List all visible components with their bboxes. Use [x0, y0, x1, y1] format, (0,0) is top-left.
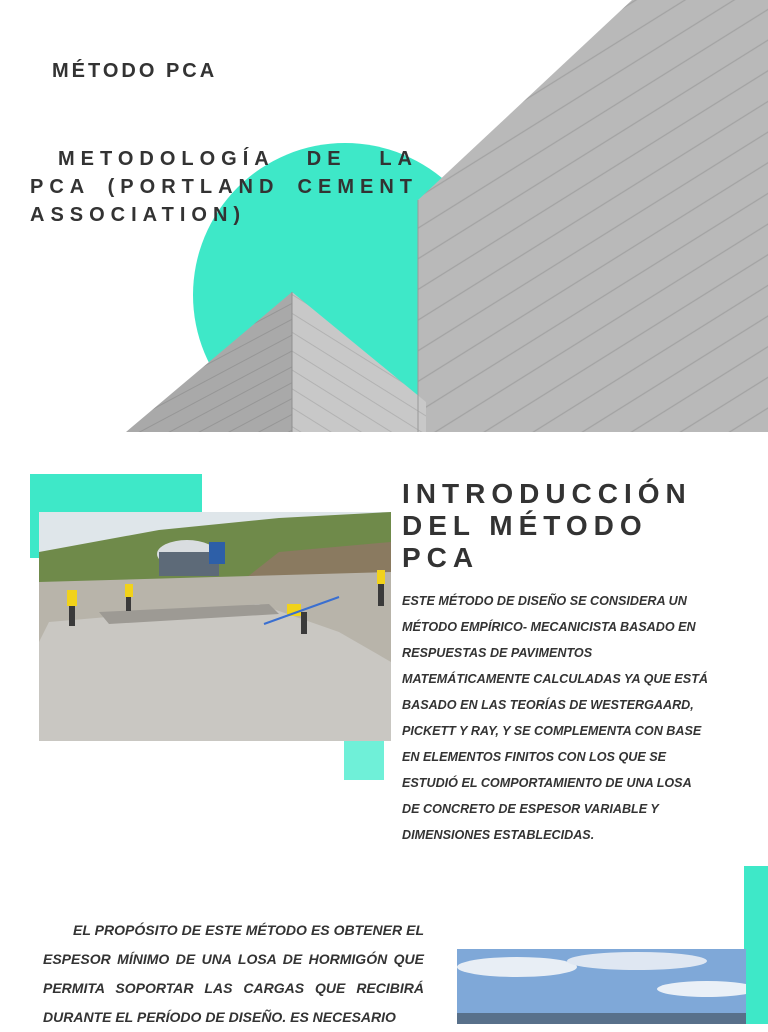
accent-bar-right — [744, 866, 768, 1024]
intro-heading — [402, 478, 742, 574]
intro-paragraph: ESTE MÉTODO DE DISEÑO SE CONSIDERA UN MÉTODO EMPÍRICO- MECANICISTA BASADO EN RESPUESTAS DE PAVIMENTOS MATEMÁTICAMENTE CALCULADAS YA QUE ESTÁ BASADO EN LAS TEORÍAS DE WESTERGAARD, PICKETT Y RAY, Y SE COMPLEMENTA CON BASE EN ELEMENTOS FINITOS CON LOS QUE SE ESTUDIÓ EL COMPORTAMIENTO DE UNA LOSA DE CONCRETO DE ESPESOR VARIABLE Y DIMENSIONES ESTABLECIDAS. — [402, 594, 708, 842]
sky-photo — [457, 949, 746, 1024]
document-title: MÉTODO PCA — [52, 60, 218, 82]
intro-heading-line: DEL MÉTODO — [402, 510, 648, 541]
intro-heading-line: PCA — [402, 542, 480, 573]
building-face — [418, 0, 768, 432]
construction-photo — [39, 512, 391, 741]
intro-heading-line: INTRODUCCIÓN — [402, 478, 692, 509]
accent-block-bottom — [344, 740, 384, 780]
document-subtitle: METODOLOGÍA DE LA PCA (PORTLAND CEMENT ASSOCIATION) — [30, 148, 418, 226]
purpose-paragraph: EL PROPÓSITO DE ESTE MÉTODO ES OBTENER EL ESPESOR MÍNIMO DE UNA LOSA DE HORMIGÓN QUE PERMITA SOPORTAR LAS CARGAS QUE RECIBIRÁ DURANTE EL PERÍODO DE DISEÑO. ES NECESARIO — [43, 922, 424, 1025]
